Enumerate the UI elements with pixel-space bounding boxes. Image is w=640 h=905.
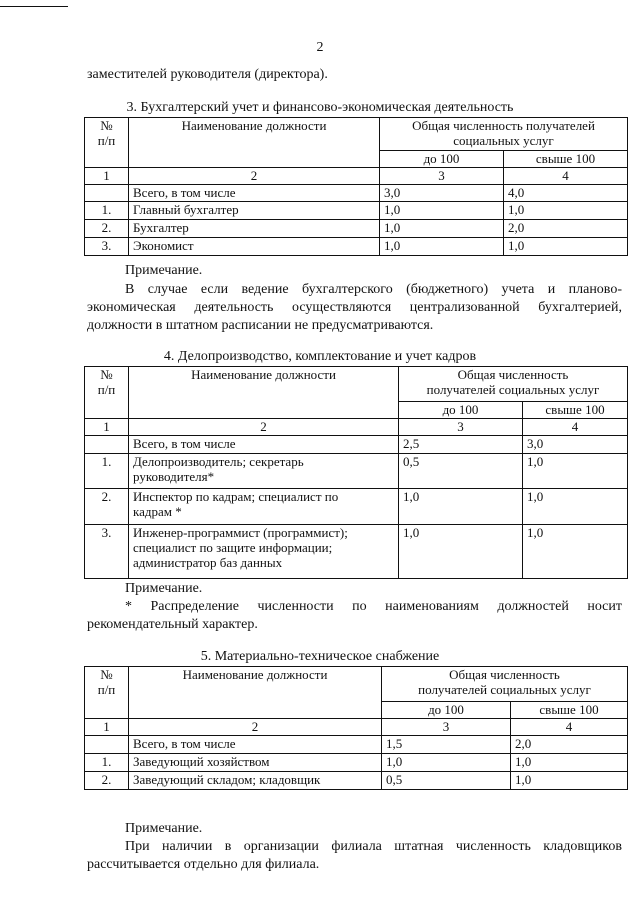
header-name: Наименование должности bbox=[129, 118, 380, 168]
header-num: № п/п bbox=[85, 667, 129, 719]
note-line: * Распределение численности по наименованиям должностей носит bbox=[125, 599, 622, 614]
index-cell: 2 bbox=[129, 419, 399, 436]
table-row bbox=[85, 202, 628, 220]
row-name: Заведующий складом; кладовщик bbox=[129, 772, 382, 790]
section-3-title: 3. Бухгалтерский учет и финансово-экономическая деятельность bbox=[126, 100, 514, 115]
row-num: 2. bbox=[85, 220, 129, 238]
row-num: 1. bbox=[85, 454, 129, 489]
row-value-a: 1,0 bbox=[380, 220, 504, 238]
table-row bbox=[85, 772, 628, 790]
row-num: 1. bbox=[85, 754, 129, 772]
row-name: Главный бухгалтер bbox=[129, 202, 380, 220]
row-num: 3. bbox=[85, 525, 129, 579]
row-name: Всего, в том числе bbox=[129, 736, 382, 754]
header-col-b: свыше 100 bbox=[504, 151, 628, 168]
header-col-a: до 100 bbox=[380, 151, 504, 168]
row-num: 2. bbox=[85, 489, 129, 525]
index-cell: 3 bbox=[382, 719, 511, 736]
page-number: 2 bbox=[316, 40, 324, 55]
section-5-table bbox=[84, 666, 628, 790]
note-line: При наличии в организации филиала штатная численность кладовщиков bbox=[125, 839, 622, 854]
index-cell: 1 bbox=[85, 168, 129, 185]
note-line: рекомендательный характер. bbox=[87, 617, 258, 632]
index-cell: 4 bbox=[504, 168, 628, 185]
index-cell: 4 bbox=[523, 419, 628, 436]
index-cell: 1 bbox=[85, 419, 129, 436]
row-num bbox=[85, 736, 129, 754]
row-value-b: 2,0 bbox=[504, 220, 628, 238]
row-num bbox=[85, 436, 129, 454]
note-line: должности в штатном расписании не предусматриваются. bbox=[87, 318, 434, 333]
row-name: Экономист bbox=[129, 238, 380, 256]
row-value-b: 4,0 bbox=[504, 185, 628, 202]
index-cell: 3 bbox=[380, 168, 504, 185]
row-name: Инспектор по кадрам; специалист по кадрам * bbox=[129, 489, 399, 525]
row-num: 3. bbox=[85, 238, 129, 256]
row-value-a: 3,0 bbox=[380, 185, 504, 202]
row-value-b: 1,0 bbox=[511, 772, 628, 790]
index-cell: 1 bbox=[85, 719, 129, 736]
row-value-b: 1,0 bbox=[523, 525, 628, 579]
row-value-b: 1,0 bbox=[511, 754, 628, 772]
section-4-note-label: Примечание. bbox=[125, 581, 203, 596]
row-value-a: 1,5 bbox=[382, 736, 511, 754]
note-line: экономическая деятельность осуществляются централизованной бухгалтерией, bbox=[87, 300, 622, 315]
header-num: № п/п bbox=[85, 367, 129, 419]
table-row bbox=[85, 736, 628, 754]
intro-line: заместителей руководителя (директора). bbox=[87, 67, 328, 82]
row-name: Инженер-программист (программист); специалист по защите информации; администратор баз данных bbox=[129, 525, 399, 579]
row-value-a: 1,0 bbox=[399, 525, 523, 579]
header-col-b: свыше 100 bbox=[511, 702, 628, 719]
row-num: 1. bbox=[85, 202, 129, 220]
table-row bbox=[85, 238, 628, 256]
table-row bbox=[85, 489, 628, 525]
table-row bbox=[85, 436, 628, 454]
row-name: Всего, в том числе bbox=[129, 185, 380, 202]
note-line: рассчитывается отдельно для филиала. bbox=[87, 857, 320, 872]
section-4-title: 4. Делопроизводство, комплектование и учет кадров bbox=[163, 349, 477, 364]
row-value-b: 1,0 bbox=[523, 454, 628, 489]
section-4-note bbox=[87, 598, 622, 634]
row-value-a: 2,5 bbox=[399, 436, 523, 454]
top-rule bbox=[0, 6, 68, 7]
row-name: Всего, в том числе bbox=[129, 436, 399, 454]
index-cell: 4 bbox=[511, 719, 628, 736]
row-name: Заведующий хозяйством bbox=[129, 754, 382, 772]
header-group: Общая численность получателей социальных услуг bbox=[380, 118, 628, 151]
section-5-title: 5. Материально-техническое снабжение bbox=[200, 649, 440, 664]
header-name: Наименование должности bbox=[129, 667, 382, 719]
section-5-note-label: Примечание. bbox=[125, 821, 203, 836]
table-row bbox=[85, 185, 628, 202]
table-row bbox=[85, 454, 628, 489]
table-row bbox=[85, 220, 628, 238]
header-col-a: до 100 bbox=[399, 402, 523, 419]
table-row bbox=[85, 525, 628, 579]
header-num: № п/п bbox=[85, 118, 129, 168]
row-num bbox=[85, 185, 129, 202]
header-group: Общая численность получателей социальных услуг bbox=[399, 367, 628, 402]
header-col-b: свыше 100 bbox=[523, 402, 628, 419]
row-value-a: 0,5 bbox=[399, 454, 523, 489]
row-value-b: 1,0 bbox=[523, 489, 628, 525]
table-row bbox=[85, 754, 628, 772]
section-3-note-label: Примечание. bbox=[125, 263, 203, 278]
header-group: Общая численность получателей социальных услуг bbox=[382, 667, 628, 702]
index-cell: 2 bbox=[129, 719, 382, 736]
header-col-a: до 100 bbox=[382, 702, 511, 719]
row-value-a: 1,0 bbox=[399, 489, 523, 525]
row-value-b: 1,0 bbox=[504, 238, 628, 256]
row-value-a: 1,0 bbox=[380, 202, 504, 220]
row-value-b: 1,0 bbox=[504, 202, 628, 220]
index-cell: 2 bbox=[129, 168, 380, 185]
note-line: В случае если ведение бухгалтерского (бюджетного) учета и планово- bbox=[125, 282, 622, 297]
row-value-b: 3,0 bbox=[523, 436, 628, 454]
index-cell: 3 bbox=[399, 419, 523, 436]
row-num: 2. bbox=[85, 772, 129, 790]
section-4-table bbox=[84, 366, 628, 579]
section-3-table bbox=[84, 117, 628, 256]
section-3-note bbox=[87, 281, 622, 335]
header-name: Наименование должности bbox=[129, 367, 399, 419]
row-value-a: 1,0 bbox=[382, 754, 511, 772]
section-5-note bbox=[87, 838, 622, 874]
row-value-a: 0,5 bbox=[382, 772, 511, 790]
row-value-b: 2,0 bbox=[511, 736, 628, 754]
row-value-a: 1,0 bbox=[380, 238, 504, 256]
row-name: Делопроизводитель; секретарь руководителя* bbox=[129, 454, 399, 489]
row-name: Бухгалтер bbox=[129, 220, 380, 238]
